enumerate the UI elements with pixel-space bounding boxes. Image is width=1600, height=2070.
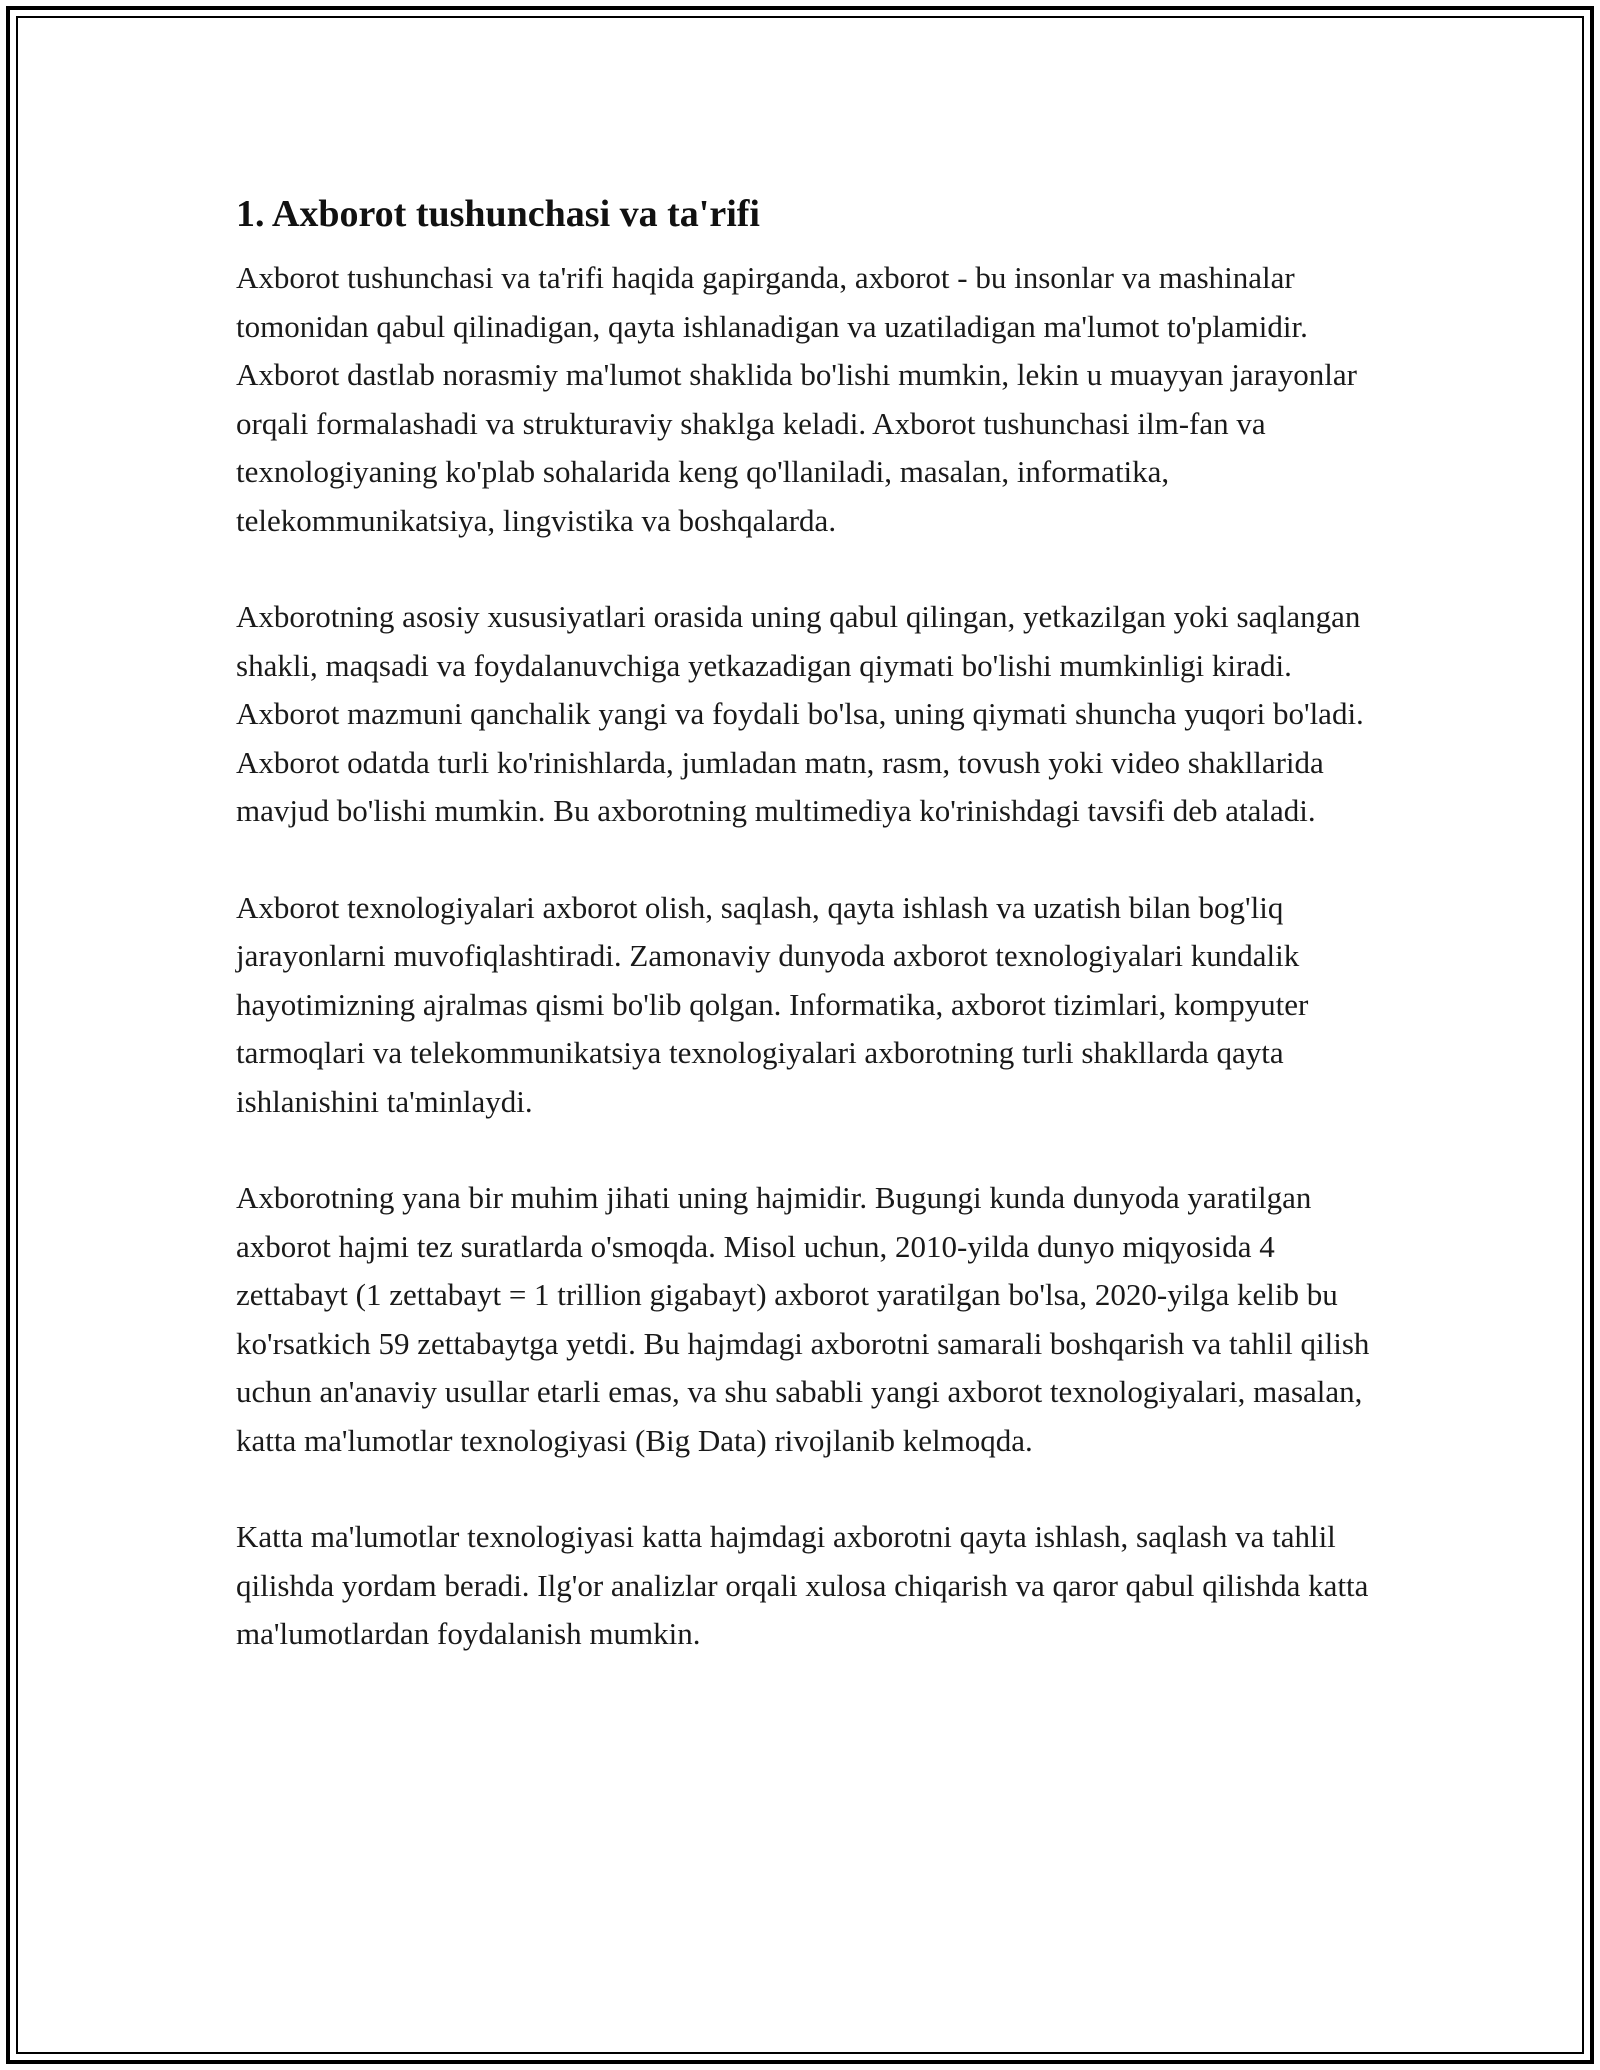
document-body: [236, 188, 1376, 1659]
paragraph-volume: Axborotning yana bir muhim jihati uning hajmidir. Bugungi kunda dunyoda yaratilgan axborot hajmi tez suratlarda o'smoqda. Misol uchun, 2010-yilda dunyo miqyosida 4 zettabayt (1 zettabayt = 1 trillion gigabayt) axborot yaratilgan bo'lsa, 2020-yilga kelib bu ko'rsatkich 59 zettabaytga yetdi. Bu hajmdagi axborotni samarali boshqarish va tahlil qilish uchun an'anaviy usullar etarli emas, va shu sababli yangi axborot texnologiyalari, masalan, katta ma'lumotlar texnologiyasi (Big Data) rivojlanib kelmoqda.: [236, 1180, 1370, 1458]
section-title: 1. Axborot tushunchasi va ta'rifi: [236, 193, 760, 235]
paragraph-properties: Axborotning asosiy xususiyatlari orasida uning qabul qilingan, yetkazilgan yoki saqlangan shakli, maqsadi va foydalanuvchiga yetkazadigan qiymati bo'lishi mumkinligi kiradi. Axborot mazmuni qanchalik yangi va foydali bo'lsa, uning qiymati shuncha yuqori bo'ladi. Axborot odatda turli ko'rinishlarda, jumladan matn, rasm, tovush yoki video shakllarida mavjud bo'lishi mumkin. Bu axborotning multimediya ko'rinishdagi tavsifi deb ataladi.: [236, 599, 1364, 828]
paragraph-technologies: Axborot texnologiyalari axborot olish, saqlash, qayta ishlash va uzatish bilan bog'liq jarayonlarni muvofiqlashtiradi. Zamonaviy dunyoda axborot texnologiyalari kundalik hayotimizning ajralmas qismi bo'lib qolgan. Informatika, axborot tizimlari, kompyuter tarmoqlari va telekommunikatsiya texnologiyalari axborotning turli shakllarda qayta ishlanishini ta'minlaydi.: [236, 889, 1309, 1119]
paragraph-definition: Axborot tushunchasi va ta'rifi haqida gapirganda, axborot - bu insonlar va mashinalar tomonidan qabul qilinadigan, qayta ishlanadigan va uzatiladigan ma'lumot to'plamidir. Axborot dastlab norasmiy ma'lumot shaklida bo'lishi mumkin, lekin u muayyan jarayonlar orqali formalashadi va strukturaviy shaklga keladi. Axborot tushunchasi ilm-fan va texnologiyaning ko'plab sohalarida keng qo'llaniladi, masalan, informatika, telekommunikatsiya, lingvistika va boshqalarda.: [236, 260, 1357, 538]
paragraph-big-data: Katta ma'lumotlar texnologiyasi katta hajmdagi axborotni qayta ishlash, saqlash va tahlil qilishda yordam beradi. Ilg'or analizlar orqali xulosa chiqarish va qaror qabul qilishda katta ma'lumotlardan foydalanish mumkin.: [236, 1519, 1369, 1651]
